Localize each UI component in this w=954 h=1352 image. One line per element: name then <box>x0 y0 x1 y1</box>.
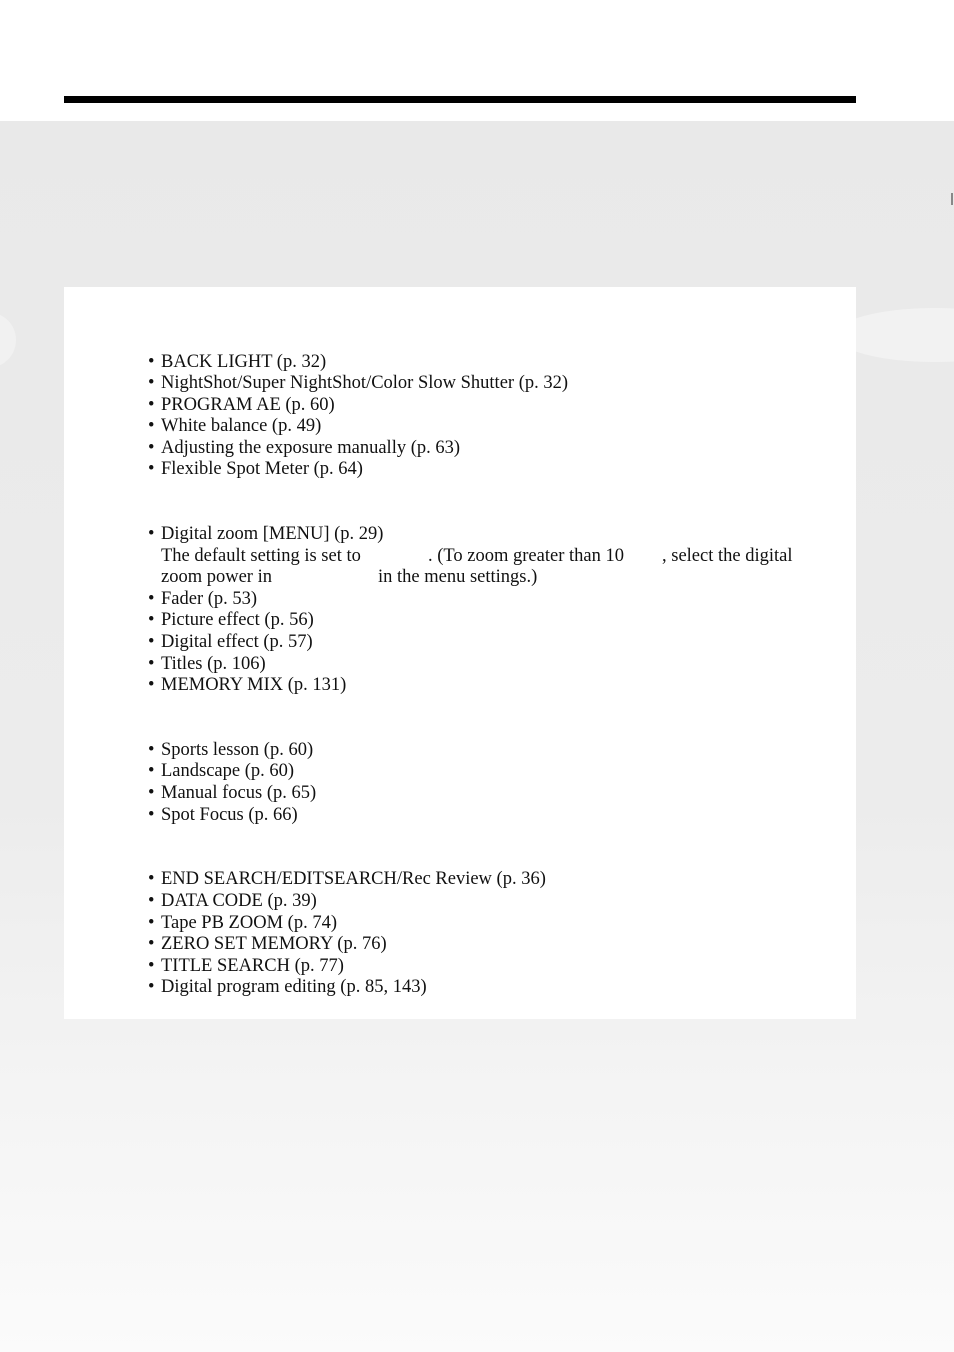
list-item: • White balance (p. 49) <box>148 416 322 436</box>
list-item: • Adjusting the exposure manually (p. 63) <box>148 438 461 458</box>
list-item: • END SEARCH/EDITSEARCH/Rec Review (p. 36) <box>148 869 546 889</box>
list-item: • Digital program editing (p. 85, 143) <box>148 977 427 997</box>
list-item: • Flexible Spot Meter (p. 64) <box>148 459 363 479</box>
note-text: . (To zoom greater than 10 <box>428 546 624 566</box>
note-text: The default setting is set to <box>161 546 361 566</box>
list-item: • Landscape (p. 60) <box>148 761 295 781</box>
list-item: • DATA CODE (p. 39) <box>148 891 317 911</box>
list-item: • Manual focus (p. 65) <box>148 783 317 803</box>
list-item: • NightShot/Super NightShot/Color Slow Shutter (p. 32) <box>148 373 569 393</box>
header-rule <box>64 96 856 103</box>
note-text: in the menu settings.) <box>378 567 538 587</box>
list-item: • Digital effect (p. 57) <box>148 632 313 652</box>
list-item: • Tape PB ZOOM (p. 74) <box>148 913 337 933</box>
list-item: • BACK LIGHT (p. 32) <box>148 352 327 372</box>
list-item: • Spot Focus (p. 66) <box>148 805 298 825</box>
list-item: • PROGRAM AE (p. 60) <box>148 395 335 415</box>
list-item: • ZERO SET MEMORY (p. 76) <box>148 934 387 954</box>
note-text: , select the digital <box>662 546 793 566</box>
list-item: • Fader (p. 53) <box>148 589 258 609</box>
list-item: • Picture effect (p. 56) <box>148 610 314 630</box>
list-item: • Titles (p. 106) <box>148 654 266 674</box>
decorative-tick <box>951 193 953 205</box>
list-item: • Sports lesson (p. 60) <box>148 740 314 760</box>
note-text: zoom power in <box>161 567 272 587</box>
list-item: • TITLE SEARCH (p. 77) <box>148 956 344 976</box>
list-item: • MEMORY MIX (p. 131) <box>148 675 347 695</box>
list-item: • Digital zoom [MENU] (p. 29) <box>148 524 384 544</box>
